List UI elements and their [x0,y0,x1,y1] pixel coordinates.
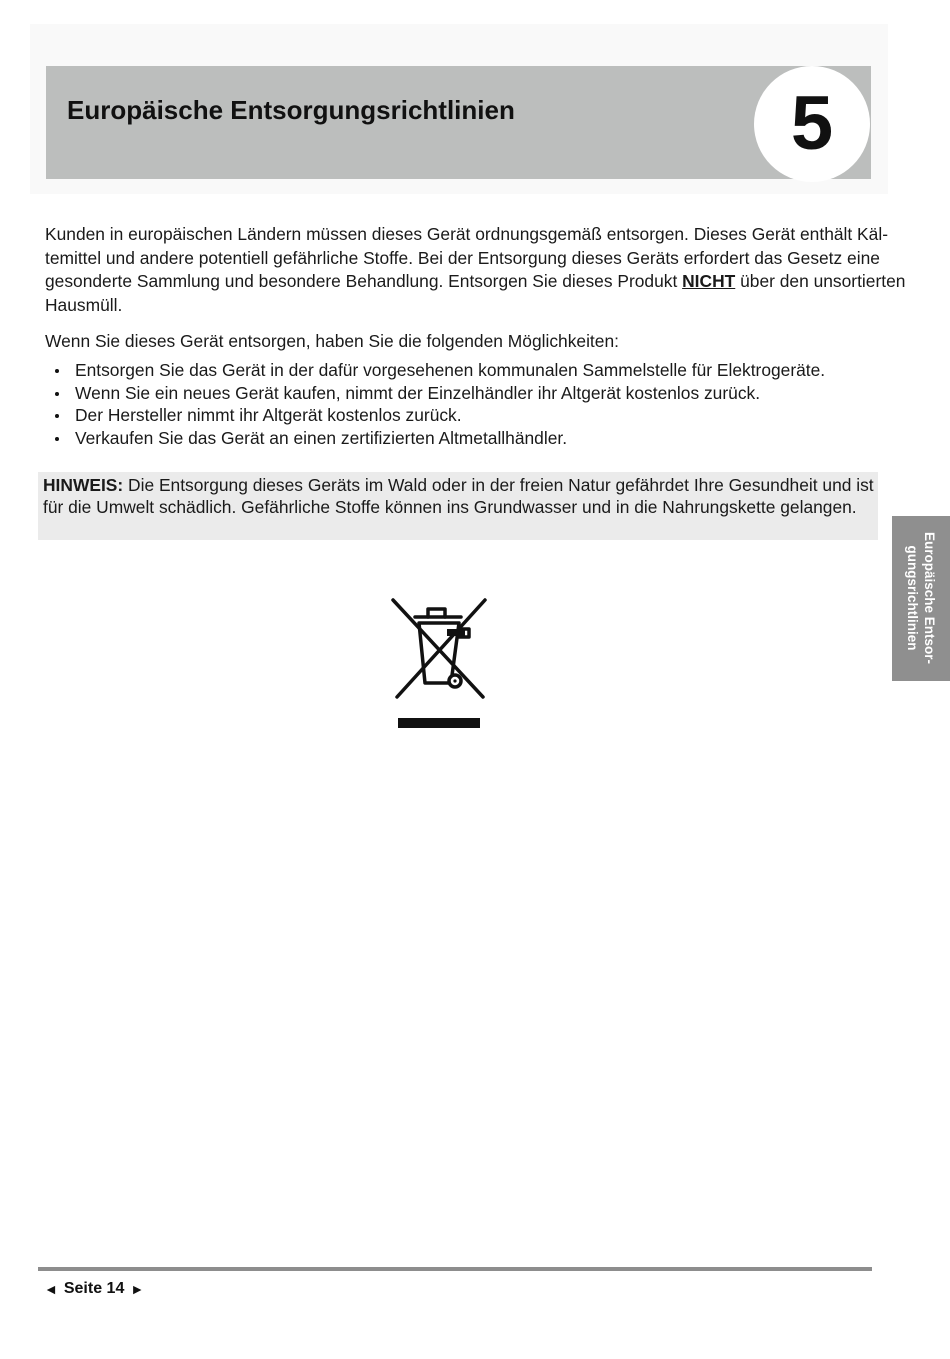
page-title: Europäische Entsorgungsrichtlinien [67,95,515,125]
footer-divider [38,1267,872,1271]
note-text: Die Entsorgung dieses Geräts im Wald oder in der freien Natur gefährdet Ihre Gesundheit und ist für die Umwelt schädlich. Gefährliche Stoffe können ins Grundwasser und in die Nahrungskette gelangen. [43,475,874,517]
next-page-arrow-icon[interactable]: ► [130,1281,145,1297]
disposal-options-list [45,359,825,449]
intro-text-part2: über den unsortierten Hausmüll. [45,271,906,315]
list-item: Verkaufen Sie das Gerät an einen zertifizierten Altmetallhändler. [45,427,825,450]
list-item: Wenn Sie ein neues Gerät kaufen, nimmt der Einzelhändler ihr Altgerät kostenlos zurück. [45,382,825,405]
side-tab-line-1: Europäische Entsor- [922,531,937,665]
weee-bin-icon [385,593,495,733]
intro-paragraph [45,223,911,317]
chapter-number: 5 [790,81,834,166]
list-item: Entsorgen Sie das Gerät in der dafür vorgesehenen kommunalen Sammelstelle für Elektrogeräte. [45,359,825,382]
page-navigation [44,1280,144,1298]
intro-emphasis: NICHT [682,271,736,291]
list-item: Der Hersteller nimmt ihr Altgerät kostenlos zurück. [45,404,825,427]
intro-text-part1: Kunden in europäischen Ländern müssen dieses Gerät ordnungsgemäß entsorgen. Dieses Gerät enthält Kältemittel und andere potentiell gefährliche Stoffe. Bei der Entsorgung dieses Geräts erfordert das Gesetz eine gesonderte Sammlung und besondere Behandlung. Entsorgen Sie dieses Produkt [45,224,888,291]
side-tab-label [904,516,938,681]
page-number-label: Seite 14 [63,1280,125,1297]
side-tab-line-2: gungsrichtlinien [905,545,920,651]
note-label: HINWEIS: [43,475,124,495]
options-intro: Wenn Sie dieses Gerät entsorgen, haben Sie die folgenden Möglichkeiten: [45,331,619,351]
note-paragraph [43,475,875,518]
previous-page-arrow-icon[interactable]: ◄ [44,1281,58,1297]
chapter-number-badge [754,66,870,182]
